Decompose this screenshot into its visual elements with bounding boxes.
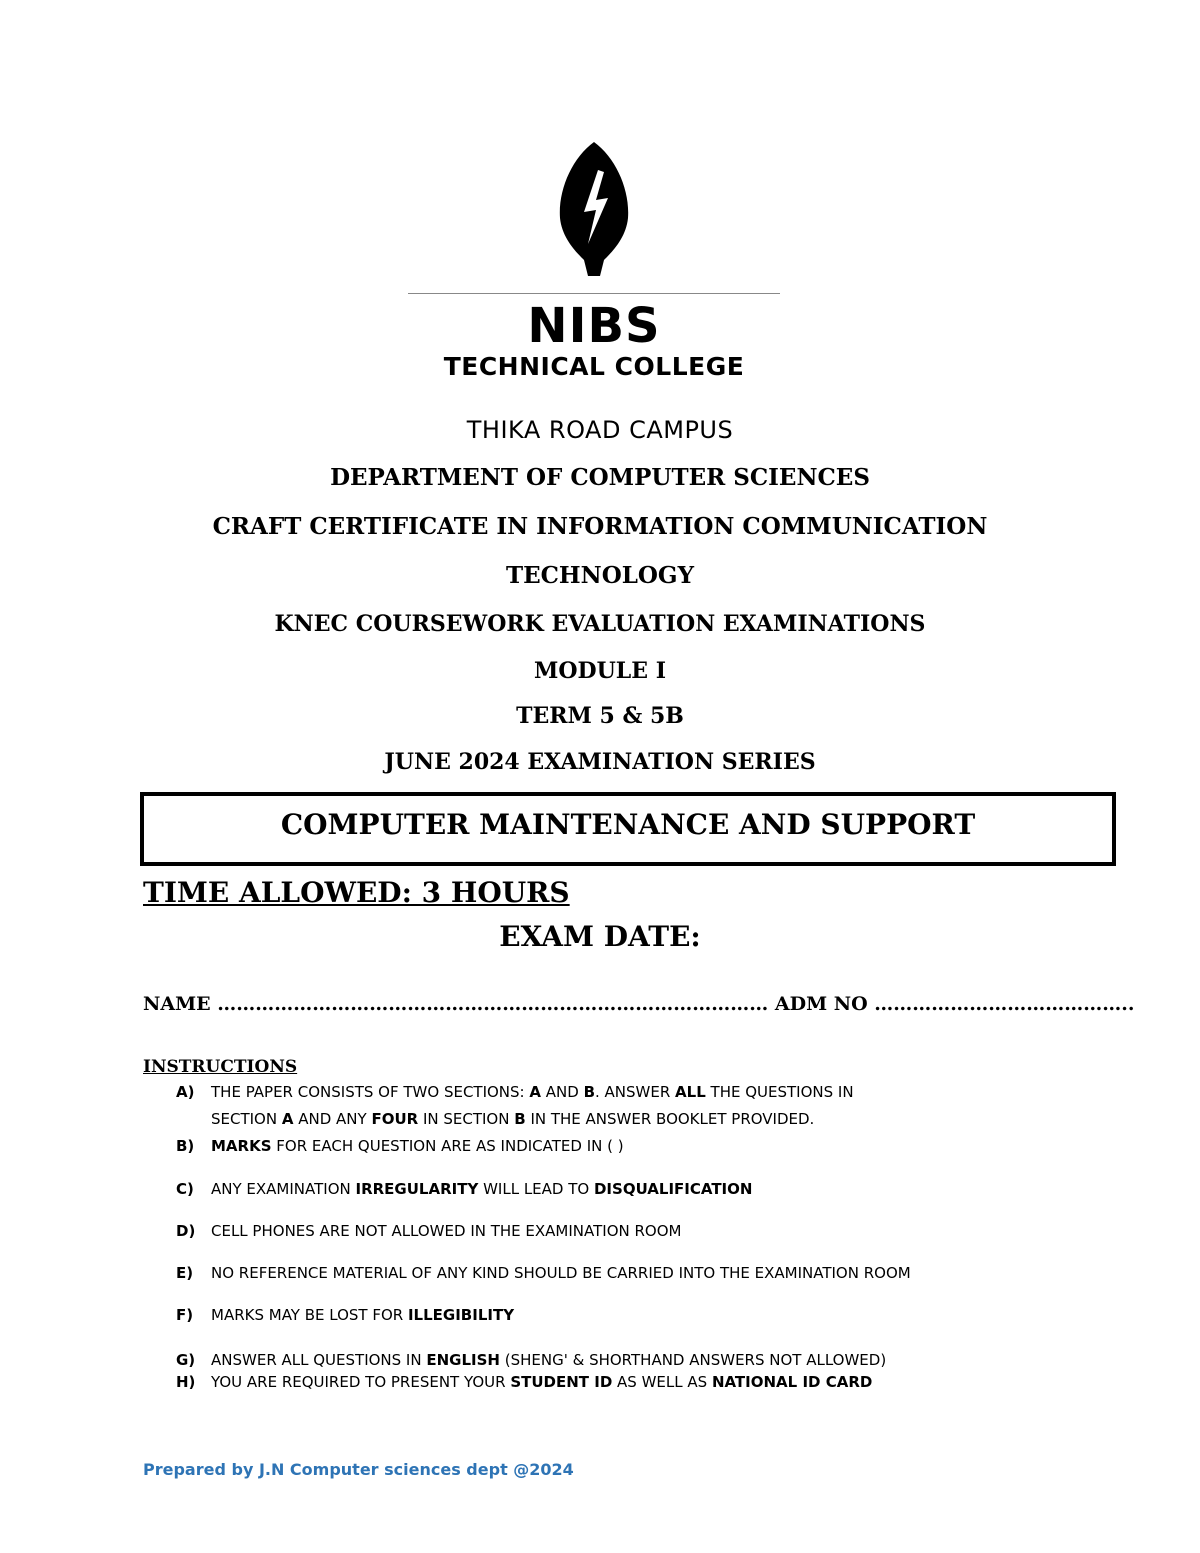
- instruction-emphasis: NATIONAL ID CARD: [711, 1373, 873, 1391]
- name-blank: ……………………………………………………………………………: [217, 993, 769, 1015]
- instruction-fragment: THE QUESTIONS IN: [705, 1083, 854, 1101]
- exam-series: JUNE 2024 EXAMINATION SERIES: [384, 749, 816, 775]
- logo-subtitle: TECHNICAL COLLEGE: [443, 352, 745, 381]
- logo-divider: [408, 293, 780, 294]
- instruction-emphasis: STUDENT ID: [510, 1373, 613, 1391]
- instruction-text: [211, 1222, 681, 1240]
- instruction-fragment: YOU ARE REQUIRED TO PRESENT YOUR: [211, 1373, 511, 1391]
- instruction-fragment: IN THE ANSWER BOOKLET PROVIDED.: [525, 1110, 815, 1128]
- exam-date-label: EXAM DATE:: [499, 920, 701, 953]
- adm-no-blank: …………………………………..: [874, 993, 1135, 1015]
- instruction-fragment: ANY EXAMINATION: [211, 1180, 356, 1198]
- instruction-text: [211, 1306, 514, 1324]
- instruction-fragment: THE PAPER CONSISTS OF TWO SECTIONS:: [211, 1083, 530, 1101]
- time-allowed: TIME ALLOWED: 3 HOURS: [143, 876, 570, 909]
- campus-name: THIKA ROAD CAMPUS: [466, 416, 734, 444]
- instruction-fragment: . ANSWER: [595, 1083, 676, 1101]
- instruction-label: D): [176, 1222, 196, 1240]
- instruction-text: [211, 1083, 854, 1101]
- instruction-fragment: AND: [540, 1083, 584, 1101]
- footer-credit: Prepared by J.N Computer sciences dept @2024: [143, 1460, 574, 1479]
- subject-box: [140, 792, 1116, 866]
- instruction-text: [211, 1373, 872, 1391]
- term-label: TERM 5 & 5B: [516, 703, 684, 729]
- instruction-fragment: NO REFERENCE MATERIAL OF ANY KIND SHOULD BE CARRIED INTO THE EXAMINATION ROOM: [211, 1264, 911, 1282]
- instruction-emphasis: MARKS: [211, 1137, 272, 1155]
- instruction-emphasis: B: [583, 1083, 595, 1101]
- instruction-fragment: CELL PHONES ARE NOT ALLOWED IN THE EXAMINATION ROOM: [211, 1222, 682, 1240]
- exam-body: KNEC COURSEWORK EVALUATION EXAMINATIONS: [274, 611, 926, 637]
- subject-title: COMPUTER MAINTENANCE AND SUPPORT: [280, 808, 976, 841]
- instruction-emphasis: FOUR: [371, 1110, 419, 1128]
- instruction-label: B): [176, 1137, 195, 1155]
- course-title-line-1: CRAFT CERTIFICATE IN INFORMATION COMMUNICATION: [212, 513, 988, 540]
- instruction-fragment: SECTION: [211, 1110, 282, 1128]
- logo-name: NIBS: [527, 298, 661, 354]
- instruction-emphasis: A: [529, 1083, 541, 1101]
- instruction-fragment: MARKS MAY BE LOST FOR: [211, 1306, 408, 1324]
- instruction-fragment: ANSWER ALL QUESTIONS IN: [211, 1351, 427, 1369]
- instruction-text: [211, 1110, 814, 1128]
- instruction-fragment: WILL LEAD TO: [478, 1180, 594, 1198]
- instruction-text: [211, 1180, 752, 1198]
- department-title: DEPARTMENT OF COMPUTER SCIENCES: [330, 464, 870, 491]
- instruction-emphasis: A: [281, 1110, 294, 1128]
- instruction-label: H): [176, 1373, 196, 1391]
- adm-no-label: ADM NO: [774, 993, 868, 1015]
- name-label: NAME: [143, 993, 211, 1015]
- instruction-emphasis: ILLEGIBILITY: [407, 1306, 515, 1324]
- instruction-label: C): [176, 1180, 194, 1198]
- instruction-emphasis: IRREGULARITY: [355, 1180, 479, 1198]
- candidate-details-line: [143, 993, 1135, 1015]
- instruction-label: F): [176, 1306, 194, 1324]
- instructions-title: INSTRUCTIONS: [143, 1057, 298, 1077]
- instruction-fragment: AS WELL AS: [612, 1373, 712, 1391]
- instruction-emphasis: ENGLISH: [426, 1351, 500, 1369]
- course-title-line-2: TECHNOLOGY: [505, 562, 694, 589]
- instruction-fragment: AND ANY: [293, 1110, 372, 1128]
- instruction-text: [211, 1137, 624, 1155]
- instruction-label: E): [176, 1264, 194, 1282]
- instruction-text: [211, 1264, 911, 1282]
- instruction-fragment: FOR EACH QUESTION ARE AS INDICATED IN ( ): [271, 1137, 624, 1155]
- nibs-pen-nib-logo-icon: [554, 140, 634, 280]
- instruction-fragment: (SHENG' & SHORTHAND ANSWERS NOT ALLOWED): [499, 1351, 887, 1369]
- module-label: MODULE I: [534, 658, 666, 684]
- instruction-label: G): [176, 1351, 196, 1369]
- instruction-label: A): [176, 1083, 195, 1101]
- instruction-emphasis: DISQUALIFICATION: [593, 1180, 753, 1198]
- instruction-text: [211, 1351, 886, 1369]
- instruction-fragment: IN SECTION: [418, 1110, 515, 1128]
- instruction-emphasis: ALL: [675, 1083, 706, 1101]
- instruction-emphasis: B: [514, 1110, 526, 1128]
